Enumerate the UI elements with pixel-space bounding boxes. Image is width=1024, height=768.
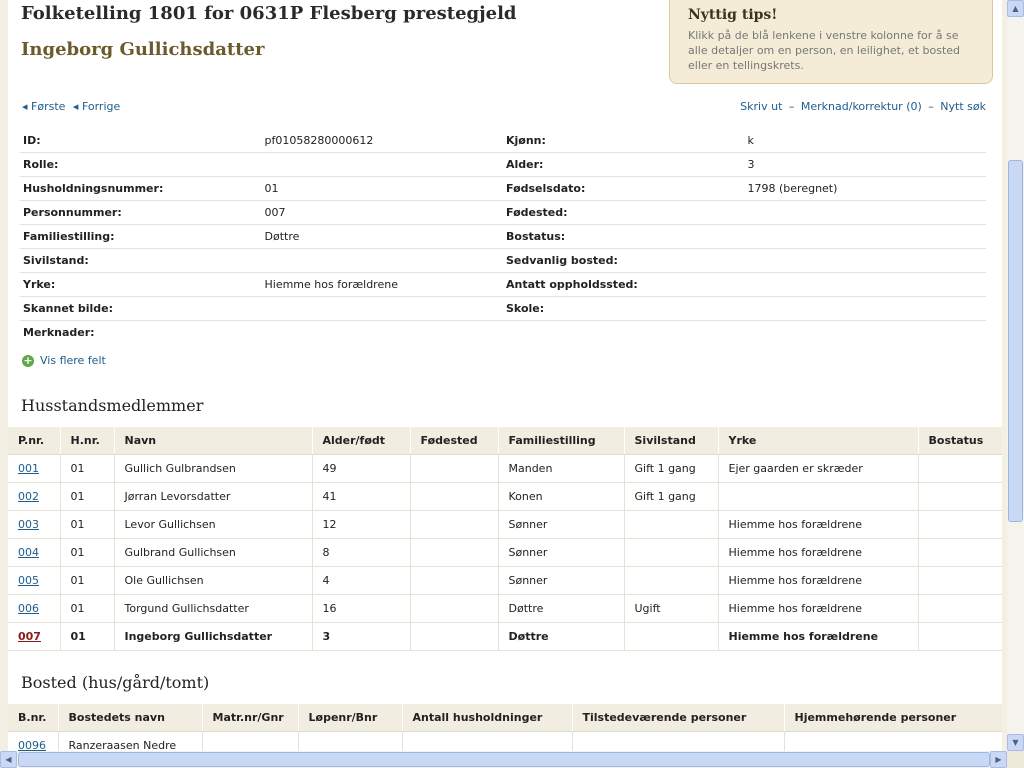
table-cell: 12: [312, 510, 410, 538]
table-cell: 01: [60, 482, 114, 510]
column-header: B.nr.: [8, 704, 58, 731]
table-cell: [410, 454, 498, 482]
table-cell: [918, 622, 1002, 650]
table-cell: [410, 566, 498, 594]
column-header: Bostedets navn: [58, 704, 202, 731]
table-cell: [202, 731, 298, 751]
field-value: Hiemme hos forældrene: [262, 273, 504, 297]
tips-title: Nyttig tips!: [688, 7, 778, 23]
field-label: Skannet bilde:: [20, 297, 262, 321]
first-record-link[interactable]: ◂ Første: [22, 100, 66, 113]
table-row: [8, 731, 1002, 751]
table-cell: Hiemme hos forældrene: [718, 622, 918, 650]
table-cell: [410, 622, 498, 650]
column-header: Antall husholdninger: [402, 704, 572, 731]
page-actions: [740, 100, 986, 113]
field-label: [503, 321, 745, 345]
table-cell: Gulbrand Gullichsen: [114, 538, 312, 566]
person-number-link[interactable]: 004: [18, 545, 39, 559]
table-cell: [918, 482, 1002, 510]
field-value: [262, 321, 504, 345]
table-cell: 01: [60, 454, 114, 482]
table-cell: 4: [312, 566, 410, 594]
detail-row: [20, 201, 986, 225]
table-cell: Ugift: [624, 594, 718, 622]
field-label: Yrke:: [20, 273, 262, 297]
table-cell: 16: [312, 594, 410, 622]
scroll-down-icon[interactable]: ▼: [1007, 734, 1024, 751]
table-cell: Sønner: [498, 510, 624, 538]
column-header: H.nr.: [60, 427, 114, 454]
column-header: Bostatus: [918, 427, 1002, 454]
field-label: Fødested:: [503, 201, 745, 225]
field-label: Husholdningsnummer:: [20, 177, 262, 201]
field-label: Kjønn:: [503, 129, 745, 153]
table-cell: [410, 538, 498, 566]
scroll-right-icon[interactable]: ▶: [990, 751, 1007, 768]
table-row: [8, 538, 1002, 566]
table-cell: [8, 482, 60, 510]
table-cell: [410, 510, 498, 538]
field-value: k: [745, 129, 987, 153]
field-label: Alder:: [503, 153, 745, 177]
table-cell: Hiemme hos forældrene: [718, 510, 918, 538]
column-header: Matr.nr/Gnr: [202, 704, 298, 731]
table-cell: [918, 594, 1002, 622]
field-value: [262, 297, 504, 321]
person-number-link[interactable]: 002: [18, 489, 39, 503]
detail-row: [20, 249, 986, 273]
field-value: Døttre: [262, 225, 504, 249]
table-cell: [624, 622, 718, 650]
person-number-link[interactable]: 001: [18, 461, 39, 475]
table-row: [8, 454, 1002, 482]
residence-number-link[interactable]: 0096: [18, 738, 46, 751]
census-title: Folketelling 1801 for 0631P Flesberg prestegjeld: [21, 3, 517, 24]
column-header: Tilstedeværende personer: [572, 704, 784, 731]
field-value: 1798 (beregnet): [745, 177, 987, 201]
field-label: Skole:: [503, 297, 745, 321]
table-cell: [624, 538, 718, 566]
table-cell: 01: [60, 622, 114, 650]
table-row: [8, 482, 1002, 510]
field-label: Rolle:: [20, 153, 262, 177]
field-label: Bostatus:: [503, 225, 745, 249]
table-cell: [8, 538, 60, 566]
column-header: Yrke: [718, 427, 918, 454]
page-content: [8, 0, 1002, 751]
field-label: Fødselsdato:: [503, 177, 745, 201]
field-value: [745, 297, 987, 321]
record-navigation: [22, 100, 124, 113]
table-cell: Døttre: [498, 594, 624, 622]
detail-row: [20, 297, 986, 321]
remark-correction-link[interactable]: Merknad/korrektur (0): [800, 100, 922, 113]
field-label: Sedvanlig bosted:: [503, 249, 745, 273]
field-value: [745, 321, 987, 345]
separator: –: [788, 100, 795, 113]
field-value: [745, 201, 987, 225]
table-cell: [8, 731, 58, 751]
field-label: Personnummer:: [20, 201, 262, 225]
person-number-link[interactable]: 003: [18, 517, 39, 531]
table-row: [8, 566, 1002, 594]
table-cell: [298, 731, 402, 751]
table-cell: Sønner: [498, 566, 624, 594]
field-label: Familiestilling:: [20, 225, 262, 249]
column-header: Alder/født: [312, 427, 410, 454]
table-cell: 3: [312, 622, 410, 650]
table-cell: Hiemme hos forældrene: [718, 566, 918, 594]
tips-box: [669, 0, 993, 84]
show-more-fields-link[interactable]: Vis flere felt: [40, 354, 106, 367]
table-row: [8, 622, 1002, 650]
column-header: P.nr.: [8, 427, 60, 454]
previous-record-link[interactable]: ◂ Forrige: [72, 100, 121, 113]
table-cell: Levor Gullichsen: [114, 510, 312, 538]
column-header: Fødested: [410, 427, 498, 454]
scroll-up-icon[interactable]: ▲: [1007, 0, 1024, 17]
table-cell: [8, 454, 60, 482]
detail-row: [20, 273, 986, 297]
table-cell: Ingeborg Gullichsdatter: [114, 622, 312, 650]
tips-text: Klikk på de blå lenkene i venstre kolonne for å se alle detaljer om en person, en leilighet, et bosted eller en tellingskrets.: [688, 29, 961, 72]
field-value: [262, 153, 504, 177]
horizontal-scroll-thumb[interactable]: [18, 752, 990, 767]
table-cell: [8, 622, 60, 650]
table-cell: [918, 454, 1002, 482]
column-header: Løpenr/Bnr: [298, 704, 402, 731]
person-number-link[interactable]: 005: [18, 573, 39, 587]
show-more-fields[interactable]: [22, 354, 106, 367]
table-cell: [718, 482, 918, 510]
column-header: Hjemmehørende personer: [784, 704, 1002, 731]
table-cell: Hiemme hos forældrene: [718, 594, 918, 622]
vertical-scrollbar[interactable]: [1007, 0, 1024, 751]
table-row: [8, 594, 1002, 622]
household-members-table: [8, 427, 1002, 651]
field-label: Sivilstand:: [20, 249, 262, 273]
person-name: Ingeborg Gullichsdatter: [21, 39, 265, 60]
table-cell: 8: [312, 538, 410, 566]
table-cell: [918, 510, 1002, 538]
field-value: 007: [262, 201, 504, 225]
table-cell: Sønner: [498, 538, 624, 566]
table-cell: Torgund Gullichsdatter: [114, 594, 312, 622]
field-value: 3: [745, 153, 987, 177]
field-label: Antatt oppholdssted:: [503, 273, 745, 297]
table-cell: [410, 594, 498, 622]
table-cell: 01: [60, 510, 114, 538]
table-cell: Døttre: [498, 622, 624, 650]
scroll-left-icon[interactable]: ◀: [0, 751, 17, 768]
column-header: Familiestilling: [498, 427, 624, 454]
table-cell: 41: [312, 482, 410, 510]
field-value: [745, 273, 987, 297]
field-value: [745, 225, 987, 249]
person-number-link[interactable]: 007: [18, 629, 41, 643]
column-header: Navn: [114, 427, 312, 454]
column-header: Sivilstand: [624, 427, 718, 454]
table-cell: 01: [60, 538, 114, 566]
table-cell: [8, 510, 60, 538]
table-cell: Konen: [498, 482, 624, 510]
field-value: 01: [262, 177, 504, 201]
table-cell: Ejer gaarden er skræder: [718, 454, 918, 482]
table-cell: [402, 731, 572, 751]
table-cell: [8, 566, 60, 594]
vertical-scroll-thumb[interactable]: [1008, 160, 1023, 522]
print-link[interactable]: Skriv ut: [740, 100, 783, 113]
table-cell: [410, 482, 498, 510]
horizontal-scrollbar[interactable]: [0, 751, 1007, 768]
table-cell: [572, 731, 784, 751]
residence-heading: Bosted (hus/gård/tomt): [21, 673, 210, 692]
table-cell: 01: [60, 566, 114, 594]
table-cell: [8, 594, 60, 622]
table-cell: Ranzeraasen Nedre: [58, 731, 202, 751]
scrollbar-corner: [1007, 751, 1024, 768]
plus-circle-icon: +: [23, 353, 33, 367]
field-value: pf01058280000612: [262, 129, 504, 153]
field-label: Merknader:: [23, 326, 95, 339]
table-cell: Gullich Gulbrandsen: [114, 454, 312, 482]
table-cell: [624, 566, 718, 594]
field-label: ID:: [20, 129, 262, 153]
separator: –: [928, 100, 934, 113]
field-value: [262, 249, 504, 273]
household-heading: Husstandsmedlemmer: [21, 396, 204, 415]
detail-row: [20, 129, 986, 153]
field-value: [745, 249, 987, 273]
table-cell: Hiemme hos forældrene: [718, 538, 918, 566]
table-cell: Jørran Levorsdatter: [114, 482, 312, 510]
table-cell: [918, 566, 1002, 594]
table-row: [8, 510, 1002, 538]
new-search-link[interactable]: Nytt søk: [940, 100, 986, 113]
table-cell: 01: [60, 594, 114, 622]
table-cell: 49: [312, 454, 410, 482]
detail-row: [20, 225, 986, 249]
detail-row: [20, 177, 986, 201]
person-details-table: [20, 129, 986, 344]
table-cell: Ole Gullichsen: [114, 566, 312, 594]
detail-row: [20, 321, 986, 345]
table-cell: Manden: [498, 454, 624, 482]
table-cell: [624, 510, 718, 538]
residence-table: [8, 704, 1002, 751]
table-cell: Gift 1 gang: [624, 482, 718, 510]
table-cell: Gift 1 gang: [624, 454, 718, 482]
table-cell: [918, 538, 1002, 566]
detail-row: [20, 153, 986, 177]
person-number-link[interactable]: 006: [18, 601, 39, 615]
table-cell: [784, 731, 1002, 751]
